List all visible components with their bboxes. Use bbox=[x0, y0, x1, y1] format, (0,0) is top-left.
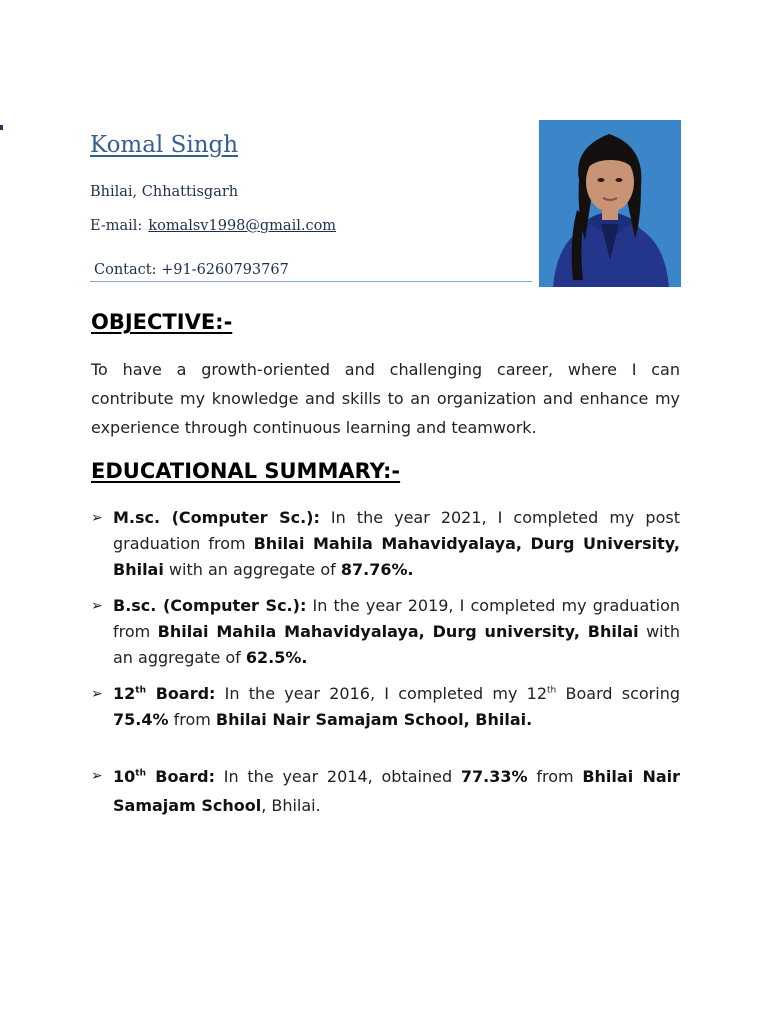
degree-label: M.sc. (Computer Sc.): bbox=[113, 508, 320, 527]
institute-name: Bhilai Nair Samajam School bbox=[113, 767, 681, 815]
page-edge-mark bbox=[0, 125, 3, 130]
score: 75.4% bbox=[113, 710, 169, 729]
degree-label bbox=[113, 767, 215, 786]
institute-name: Bhilai Nair Samajam School, Bhilai. bbox=[215, 710, 533, 729]
education-item-msc bbox=[91, 505, 680, 583]
education-item-text bbox=[113, 762, 680, 820]
score: 87.76%. bbox=[340, 560, 414, 579]
item-text: In the year 2014, obtained bbox=[214, 767, 461, 786]
education-heading: EDUCATIONAL SUMMARY:- bbox=[91, 459, 401, 483]
email-link[interactable]: komalsv1998@gmail.com bbox=[148, 218, 337, 234]
email-label: E-mail: bbox=[90, 218, 143, 234]
objective-heading: OBJECTIVE:- bbox=[91, 310, 233, 334]
board-label: Board: bbox=[145, 767, 215, 786]
item-text: Board scoring bbox=[556, 684, 680, 703]
score: 77.33% bbox=[460, 767, 528, 786]
grade-suffix: th bbox=[135, 685, 146, 696]
grade-suffix: th bbox=[547, 685, 557, 696]
grade-suffix: th bbox=[135, 768, 146, 779]
board-label: Board: bbox=[145, 684, 216, 703]
candidate-name: Komal Singh bbox=[90, 132, 239, 158]
item-text: from bbox=[527, 767, 583, 786]
degree-label: B.sc. (Computer Sc.): bbox=[113, 596, 307, 615]
degree-label bbox=[113, 684, 215, 703]
arrow-bullet-icon: ➢ bbox=[91, 510, 103, 526]
item-text: In the year 2021, I completed my post graduation from bbox=[113, 508, 680, 553]
email-line bbox=[90, 218, 336, 234]
profile-photo-svg bbox=[539, 120, 681, 287]
education-item-bsc bbox=[91, 593, 680, 671]
objective-text: To have a growth-oriented and challenging career, where I can contribute my knowledge and skills to an organization and enhance my experience through continuous learning and teamwork. bbox=[91, 360, 680, 437]
contact-line: Contact: +91-6260793767 bbox=[94, 262, 289, 278]
profile-photo bbox=[539, 120, 681, 287]
item-text: In the year 2016, I completed my 12 bbox=[215, 684, 548, 703]
arrow-bullet-icon: ➢ bbox=[91, 598, 103, 614]
arrow-bullet-icon: ➢ bbox=[91, 768, 103, 784]
education-item-10th bbox=[91, 762, 680, 820]
grade-number: 10 bbox=[113, 767, 136, 786]
score: 62.5%. bbox=[245, 648, 308, 667]
location: Bhilai, Chhattisgarh bbox=[90, 184, 239, 200]
item-text: In the year 2019, I completed my graduation from bbox=[113, 596, 681, 641]
education-item-text bbox=[113, 593, 680, 671]
header-divider bbox=[90, 281, 532, 282]
grade-number: 12 bbox=[113, 684, 136, 703]
item-text: from bbox=[168, 710, 216, 729]
education-item-text bbox=[113, 681, 680, 733]
arrow-bullet-icon: ➢ bbox=[91, 686, 103, 702]
item-text: , Bhilai. bbox=[261, 796, 321, 815]
item-text: with an aggregate of bbox=[113, 622, 681, 667]
institute-name: Bhilai Mahila Mahavidyalaya, Durg university, Bhilai bbox=[157, 622, 639, 641]
item-text: with an aggregate of bbox=[163, 560, 341, 579]
education-item-text bbox=[113, 505, 680, 583]
education-item-12th bbox=[91, 681, 680, 733]
institute-name: Bhilai Mahila Mahavidyalaya, Durg University, Bhilai bbox=[113, 534, 680, 579]
